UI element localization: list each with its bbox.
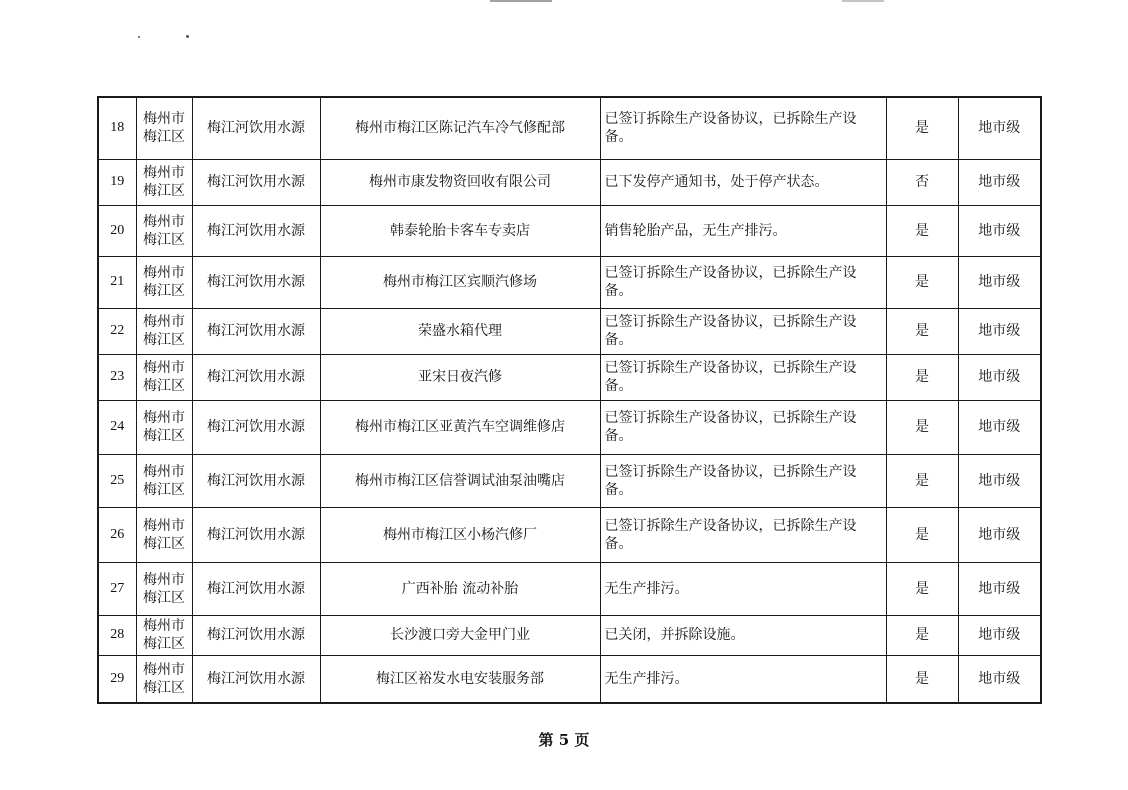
company-name: 荣盛水箱代理 [320,308,600,354]
row-number: 19 [98,159,136,205]
rectification-status: 已下发停产通知书，处于停产状态。 [600,159,886,205]
water-source: 梅江河饮用水源 [192,97,320,159]
source-level: 地市级 [958,256,1041,308]
rectification-status: 已签订拆除生产设备协议，已拆除生产设备。 [600,507,886,562]
rectification-status: 已签订拆除生产设备协议，已拆除生产设备。 [600,256,886,308]
table-row [98,400,1041,454]
water-source: 梅江河饮用水源 [192,159,320,205]
company-name: 梅江区裕发水电安装服务部 [320,655,600,703]
rectification-status: 无生产排污。 [600,562,886,615]
row-number: 26 [98,507,136,562]
city-district: 梅州市梅江区 [136,159,192,205]
source-level: 地市级 [958,655,1041,703]
table-row [98,97,1041,159]
row-number: 25 [98,454,136,507]
page-number: 第 5 页 [538,731,590,749]
water-source-enterprise-table [97,96,1042,704]
completed-flag: 是 [886,308,958,354]
company-name: 梅州市梅江区亚黄汽车空调维修店 [320,400,600,454]
rectification-status: 已关闭，并拆除设施。 [600,615,886,655]
table-row [98,159,1041,205]
company-name: 梅州市梅江区小杨汽修厂 [320,507,600,562]
row-number: 28 [98,615,136,655]
water-source: 梅江河饮用水源 [192,400,320,454]
table-row [98,562,1041,615]
completed-flag: 是 [886,562,958,615]
water-source: 梅江河饮用水源 [192,655,320,703]
completed-flag: 是 [886,655,958,703]
table-row [98,615,1041,655]
scan-artifact-top [490,0,552,2]
table-row [98,308,1041,354]
water-source: 梅江河饮用水源 [192,354,320,400]
city-district: 梅州市梅江区 [136,97,192,159]
rectification-status: 销售轮胎产品，无生产排污。 [600,205,886,256]
company-name: 梅州市梅江区陈记汽车冷气修配部 [320,97,600,159]
completed-flag: 是 [886,615,958,655]
rectification-status: 无生产排污。 [600,655,886,703]
company-name: 韩泰轮胎卡客车专卖店 [320,205,600,256]
completed-flag: 是 [886,454,958,507]
row-number: 29 [98,655,136,703]
completed-flag: 是 [886,400,958,454]
water-source: 梅江河饮用水源 [192,205,320,256]
company-name: 长沙渡口旁大金甲门业 [320,615,600,655]
source-level: 地市级 [958,308,1041,354]
completed-flag: 是 [886,256,958,308]
scan-artifact-top-right [842,0,884,2]
company-name: 广西补胎 流动补胎 [320,562,600,615]
table-row [98,256,1041,308]
row-number: 24 [98,400,136,454]
table-row [98,205,1041,256]
city-district: 梅州市梅江区 [136,205,192,256]
city-district: 梅州市梅江区 [136,256,192,308]
source-level: 地市级 [958,615,1041,655]
table-row [98,507,1041,562]
water-source: 梅江河饮用水源 [192,454,320,507]
rectification-status: 已签订拆除生产设备协议，已拆除生产设备。 [600,308,886,354]
company-name: 梅州市梅江区信誉调试油泵油嘴店 [320,454,600,507]
source-level: 地市级 [958,454,1041,507]
water-source: 梅江河饮用水源 [192,615,320,655]
company-name: 亚宋日夜汽修 [320,354,600,400]
completed-flag: 否 [886,159,958,205]
source-level: 地市级 [958,97,1041,159]
completed-flag: 是 [886,354,958,400]
row-number: 20 [98,205,136,256]
city-district: 梅州市梅江区 [136,400,192,454]
row-number: 27 [98,562,136,615]
city-district: 梅州市梅江区 [136,655,192,703]
scan-dot [138,36,140,38]
water-source: 梅江河饮用水源 [192,308,320,354]
water-source: 梅江河饮用水源 [192,507,320,562]
rectification-status: 已签订拆除生产设备协议，已拆除生产设备。 [600,97,886,159]
source-level: 地市级 [958,507,1041,562]
company-name: 梅州市梅江区宾顺汽修场 [320,256,600,308]
row-number: 18 [98,97,136,159]
city-district: 梅州市梅江区 [136,354,192,400]
water-source: 梅江河饮用水源 [192,256,320,308]
completed-flag: 是 [886,507,958,562]
table-row [98,454,1041,507]
row-number: 23 [98,354,136,400]
source-level: 地市级 [958,354,1041,400]
city-district: 梅州市梅江区 [136,562,192,615]
water-source: 梅江河饮用水源 [192,562,320,615]
completed-flag: 是 [886,205,958,256]
table-row [98,655,1041,703]
rectification-status: 已签订拆除生产设备协议，已拆除生产设备。 [600,354,886,400]
rectification-status: 已签订拆除生产设备协议，已拆除生产设备。 [600,454,886,507]
completed-flag: 是 [886,97,958,159]
source-level: 地市级 [958,562,1041,615]
source-level: 地市级 [958,400,1041,454]
row-number: 22 [98,308,136,354]
city-district: 梅州市梅江区 [136,615,192,655]
rectification-status: 已签订拆除生产设备协议，已拆除生产设备。 [600,400,886,454]
row-number: 21 [98,256,136,308]
city-district: 梅州市梅江区 [136,454,192,507]
source-level: 地市级 [958,159,1041,205]
city-district: 梅州市梅江区 [136,308,192,354]
city-district: 梅州市梅江区 [136,507,192,562]
source-level: 地市级 [958,205,1041,256]
company-name: 梅州市康发物资回收有限公司 [320,159,600,205]
table-row [98,354,1041,400]
table-body [98,97,1041,703]
scan-dot [186,35,189,38]
